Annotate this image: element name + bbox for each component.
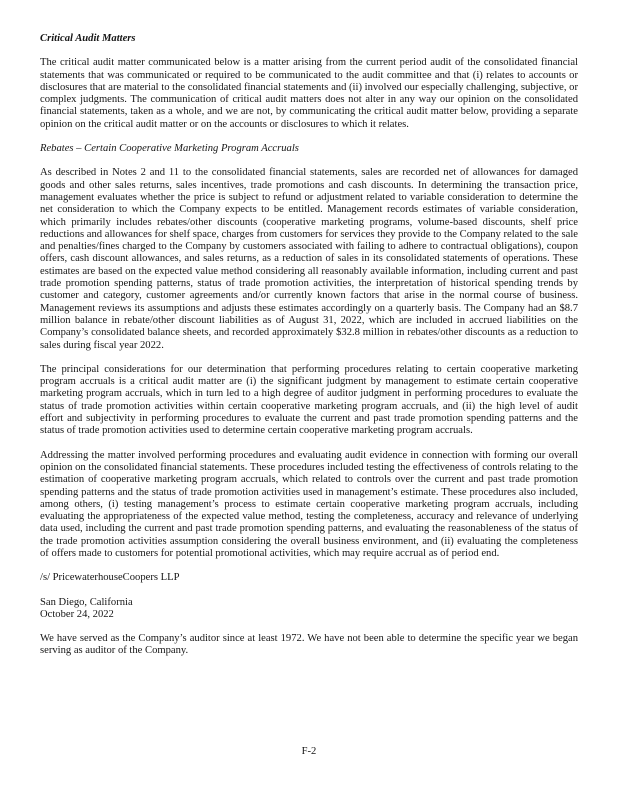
signature-city: San Diego, California — [40, 596, 133, 608]
page-number: F-2 — [301, 745, 317, 757]
signature-date: October 24, 2022 — [40, 608, 114, 620]
section-heading-critical-audit-matters: Critical Audit Matters — [40, 33, 136, 44]
page-footer — [40, 746, 578, 772]
paragraph-addressing-the-matter: Addressing the matter involved performing procedures and evaluating audit evidence in connection with forming our overall opinion on the consolidated financial statements. These procedures included testing the effectiveness of controls relating to the estimation of cooperative marketing program accruals, which related to controls over the current and past trade promotion spending patterns and the status of trade promotion activities used in management’s estimate. These procedures also included, among others, (i) testing management’s process to estimate certain cooperative marketing program accruals, including evaluating the appropriateness of the expected value method, testing the completeness, accuracy and relevance of underlying data used, including the current and past trade promotion spending patterns, and evaluating the reasonableness of the status of the trade promotion activities assumption considering the overall business environment, and (ii) evaluating the completeness of offers made to customers for potential promotional activities, which may require accrual as of period end. — [40, 449, 578, 559]
subheading-rebates-cooperative-marketing: Rebates – Certain Cooperative Marketing Program Accruals — [40, 143, 299, 155]
paragraph-principal-considerations: The principal considerations for our determination that performing procedures relating to certain cooperative marketing program accruals is a critical audit matter are (i) the significant judgment by management to estimate certain cooperative marketing program accruals, which in turn led to a high degree of auditor judgment in performing procedures to evaluate the status of trade promotion activities within certain cooperative marketing program accruals, and (ii) the high level of audit effort and subjectivity in performing procedures to evaluate the current and past trade promotion spending patterns and the status of trade promotion activities used to determine certain cooperative marketing program accruals. — [40, 363, 578, 437]
paragraph-critical-audit-matter-intro: The critical audit matter communicated below is a matter arising from the current period audit of the consolidated financial statements that was communicated or required to be communicated to the audit committee and that (i) relates to accounts or disclosures that are material to the consolidated financial statements and (ii) involved our especially challenging, subjective, or complex judgments. The communication of critical audit matters does not alter in any way our opinion on the consolidated financial statements, taken as a whole, and we are not, by communicating the critical audit matter below, providing a separate opinion on the critical audit matter or on the accounts or disclosures to which it relates. — [40, 57, 578, 130]
paragraph-rebates-description: As described in Notes 2 and 11 to the consolidated financial statements, sales are recorded net of allowances for damaged goods and other sales returns, sales incentives, trade promotions and cash discounts. In determining the transaction price, management evaluates whether the price is subject to refund or adjustment related to variable consideration to determine the net consideration to which the Company expects to be entitled. Management records estimates of variable consideration, which primarily includes rebates/other discounts (cooperative marketing programs, volume-based discounts, shelf price reductions and allowances for shelf space, charges from customers for services they provide to the Company related to the sale and penalties/fines charged to the Company by customers associated with failing to adhere to contractual obligations), coupon offers, cash discount allowances, and sales returns, as a reduction of sales in its consolidated statements of operations. These estimates are based on the expected value method considering all reasonably available information, including current and past trade promotion spending patterns, status of trade promotion activities, the interpretation of historical spending trends by customer and category, customer agreements and/or currently known factors that arise in the normal course of business. Management reviews its assumptions and adjusts these estimates accordingly on a quarterly basis. The Company had an $8.7 million balance in rebate/other discount liabilities as of August 31, 2022, which are included in accrued liabilities on the Company’s consolidated balance sheets, and recorded approximately $32.8 million in rebates/other discounts as a reduction to sales during fiscal year 2022. — [40, 167, 578, 351]
signature-location-block — [40, 597, 578, 622]
auditor-signature: /s/ PricewaterhouseCoopers LLP — [40, 572, 180, 584]
signature-block — [40, 572, 578, 584]
paragraph-auditor-tenure: We have served as the Company’s auditor since at least 1972. We have not been able to determine the specific year we began serving as auditor of the Company. — [40, 633, 578, 657]
